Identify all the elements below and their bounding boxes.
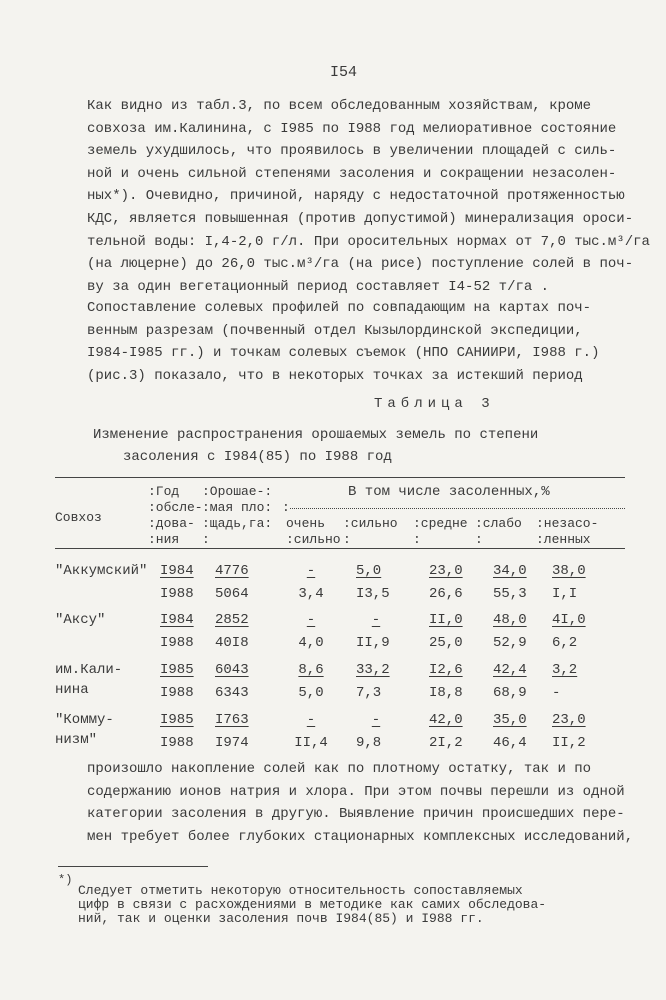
- footnote-rule: [58, 866, 208, 867]
- table-cell-year: I984: [160, 563, 194, 579]
- paragraph-2: [87, 297, 627, 387]
- table-cell-very-strong: 3,4: [298, 586, 324, 602]
- table-cell-area: 6343: [215, 685, 249, 701]
- table-cell-weak: 34,0: [493, 563, 527, 579]
- text-line: произошло накопление солей как по плотному остатку, так и по: [87, 761, 592, 777]
- table-cell-year: I988: [160, 735, 194, 751]
- table-cell-non-saline: 3,2: [552, 662, 578, 678]
- text-line: (на люцерне) до 26,0 тыс.м³/га (на рисе) поступление солей в поч-: [87, 256, 634, 273]
- text-line: ву за один вегетационный период составляет I4-52 т/га .: [87, 278, 550, 295]
- table-cell-very-strong: 8,6: [298, 662, 324, 678]
- table-cell-year: I984: [160, 612, 194, 628]
- table-row-name: "Аккумский": [55, 563, 148, 579]
- table-number: Таблица 3: [374, 396, 495, 412]
- header-group-separator: :: [282, 500, 290, 515]
- table-cell-very-strong: 4,0: [298, 635, 324, 651]
- table-cell-area: 6043: [215, 662, 249, 678]
- header-medium: :средне :: [413, 516, 468, 547]
- table-cell-weak: 55,3: [493, 586, 527, 602]
- table-caption: [93, 424, 538, 468]
- text-line: КДС, является повышенная (против допустимой) минерализация ороси-: [87, 210, 634, 227]
- text-line: ных*). Очевидно, причиной, наряду с недостаточной протяженностью: [87, 188, 625, 205]
- table-cell-medium: II,0: [429, 612, 463, 628]
- table-cell-strong: I3,5: [356, 586, 390, 602]
- table-cell-weak: 42,4: [493, 662, 527, 678]
- table-cell-area: 2852: [215, 612, 249, 628]
- table-cell-medium: 26,6: [429, 586, 463, 602]
- table-cell-area: I974: [215, 735, 249, 751]
- table-cell-year: I988: [160, 685, 194, 701]
- table-cell-very-strong: -: [306, 712, 316, 728]
- table-row-name: нина: [55, 682, 89, 698]
- table-cell-medium: 42,0: [429, 712, 463, 728]
- header-weak: :слабо :: [475, 516, 522, 547]
- table-cell-area: 4776: [215, 563, 249, 579]
- table-cell-non-saline: 23,0: [552, 712, 586, 728]
- paragraph-3: [87, 758, 634, 848]
- table-cell-weak: 68,9: [493, 685, 527, 701]
- header-year: :Год :обсле- :дова- :ния: [148, 484, 203, 547]
- table-cell-non-saline: I,I: [552, 586, 578, 602]
- table-cell-year: I988: [160, 586, 194, 602]
- table-cell-medium: 2I,2: [429, 735, 463, 751]
- table-cell-medium: 23,0: [429, 563, 463, 579]
- table-cell-medium: I8,8: [429, 685, 463, 701]
- text-line: венным разрезам (почвенный отдел Кызылординской экспедиции,: [87, 322, 583, 339]
- table-cell-medium: 25,0: [429, 635, 463, 651]
- table-cell-weak: 35,0: [493, 712, 527, 728]
- table-row-name: "Аксу": [55, 612, 106, 628]
- text-line: категории засоления в другую. Выявление причин происшедших пере-: [87, 806, 625, 823]
- table-header-rule: [55, 548, 625, 549]
- table-cell-weak: 52,9: [493, 635, 527, 651]
- table-cell-very-strong: -: [306, 612, 316, 628]
- table-cell-area: 5064: [215, 586, 249, 602]
- text-line: ной и очень сильной степенями засоления и сокращении незасолен-: [87, 165, 617, 182]
- table-cell-strong: -: [371, 712, 381, 728]
- paragraph-1: [87, 95, 650, 298]
- table-row-name: низм": [55, 732, 98, 748]
- table-cell-non-saline: -: [552, 685, 561, 701]
- table-cell-year: I985: [160, 662, 194, 678]
- table-cell-strong: 5,0: [356, 563, 382, 579]
- table-cell-year: I988: [160, 635, 194, 651]
- footnote-line: Следует отметить некоторую относительность сопоставляемых: [78, 883, 523, 898]
- page-number: I54: [330, 64, 358, 81]
- table-cell-non-saline: 4I,0: [552, 612, 586, 628]
- footnote-line: ний, так и оценки засоления почв I984(85) и I988 гг.: [78, 911, 484, 926]
- header-group-rule: [290, 508, 625, 509]
- caption-line: засоления с I984(85) по I988 год: [123, 449, 392, 465]
- text-line: мен требует более глубоких стационарных комплексных исследований,: [87, 828, 634, 845]
- header-very-strong: очень :сильно: [286, 516, 341, 547]
- table-cell-area: I763: [215, 712, 249, 728]
- text-line: содержанию ионов натрия и хлора. При этом почвы перешли из одной: [87, 783, 625, 800]
- table-cell-non-saline: II,2: [552, 735, 586, 751]
- text-line: тельной воды: I,4-2,0 г/л. При оросительных нормах от 7,0 тыс.м³/га: [87, 233, 650, 250]
- footnote-mark: *): [58, 873, 73, 887]
- table-top-rule: [55, 477, 625, 478]
- header-sovkhoz: Совхоз: [55, 510, 102, 525]
- text-line: Сопоставление солевых профилей по совпадающим на картах поч-: [87, 300, 592, 316]
- table-cell-medium: I2,6: [429, 662, 463, 678]
- header-area: :Орошае-: :мая пло: :щадь,га: :: [202, 484, 273, 547]
- text-line: (рис.3) показало, что в некоторых точках за истекший период: [87, 367, 583, 384]
- table-cell-very-strong: -: [306, 563, 316, 579]
- text-line: I984-I985 гг.) и точкам солевых съемок (НПО САНИИРИ, I988 г.): [87, 345, 600, 362]
- table-cell-strong: 9,8: [356, 735, 382, 751]
- header-strong: :сильно :: [343, 516, 398, 547]
- table-cell-strong: -: [371, 612, 381, 628]
- footnote: [78, 884, 638, 926]
- table-cell-non-saline: 6,2: [552, 635, 578, 651]
- text-line: Как видно из табл.3, по всем обследованным хозяйствам, кроме: [87, 98, 592, 114]
- table-cell-strong: II,9: [356, 635, 390, 651]
- table-cell-non-saline: 38,0: [552, 563, 586, 579]
- header-salinized-group: В том числе засоленных,%: [348, 484, 550, 500]
- header-non-saline: :незасо- :ленных: [536, 516, 599, 547]
- table-cell-strong: 7,3: [356, 685, 382, 701]
- table-row-name: "Комму-: [55, 712, 114, 728]
- text-line: совхоза им.Калинина, с I985 по I988 год мелиоративное состояние: [87, 120, 617, 137]
- text-line: земель ухудшилось, что проявилось в увеличении площадей с силь-: [87, 143, 617, 160]
- table-cell-very-strong: 5,0: [298, 685, 324, 701]
- footnote-line: цифр в связи с расхождениями в методике как самих обследова-: [78, 897, 547, 912]
- table-row-name: им.Кали-: [55, 662, 123, 678]
- caption-line: Изменение распространения орошаемых земель по степени: [93, 427, 539, 443]
- table-cell-strong: 33,2: [356, 662, 390, 678]
- table-cell-weak: 48,0: [493, 612, 527, 628]
- table-cell-weak: 46,4: [493, 735, 527, 751]
- table-cell-area: 40I8: [215, 635, 249, 651]
- table-cell-very-strong: II,4: [294, 735, 328, 751]
- table-cell-year: I985: [160, 712, 194, 728]
